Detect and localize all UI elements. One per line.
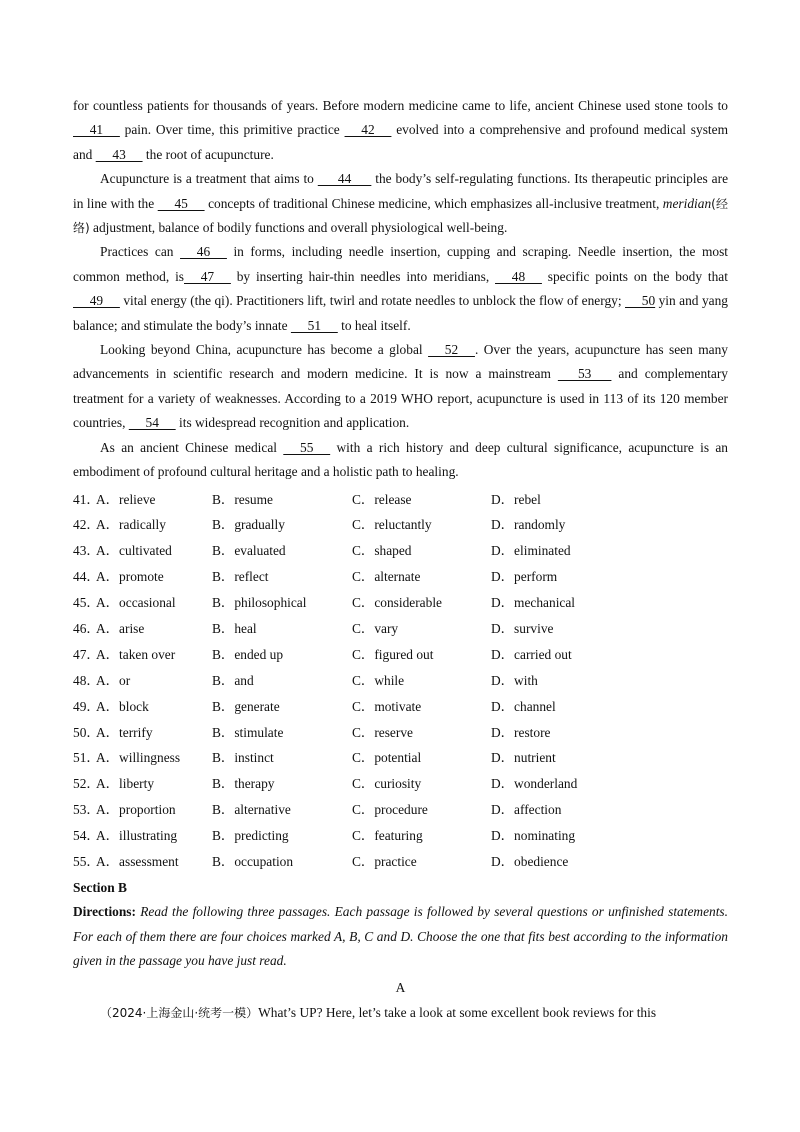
option-c[interactable]: C．procedure <box>352 802 428 818</box>
option-a[interactable]: A．assessment <box>96 853 179 869</box>
option-d[interactable]: D．survive <box>491 620 554 636</box>
passage-paragraph-5 <box>73 436 728 485</box>
blank-55[interactable]: 55 <box>283 439 331 455</box>
option-a[interactable]: A．arise <box>96 620 145 636</box>
question-row <box>73 564 728 590</box>
question-row <box>73 745 728 771</box>
blank-43[interactable]: 43 <box>95 146 143 162</box>
meridian-term: meridian <box>662 195 712 211</box>
text: As an ancient Chinese medical <box>100 439 284 455</box>
option-c[interactable]: C．practice <box>352 853 417 869</box>
option-a[interactable]: A．illustrating <box>96 828 178 844</box>
option-d[interactable]: D．mechanical <box>491 595 576 611</box>
text: for countless patients for thousands of years. Before modern medicine came to life, ancient Chinese used stone tools to <box>73 98 728 113</box>
text: Acupuncture is a treatment that aims to <box>100 171 318 187</box>
text: specific points on the body that <box>541 268 728 284</box>
option-b[interactable]: B．ended up <box>212 646 284 662</box>
question-row <box>73 616 728 642</box>
question-number: 48． <box>73 672 100 688</box>
option-a[interactable]: A．promote <box>96 569 164 585</box>
option-a[interactable]: A．cultivated <box>96 543 172 559</box>
blank-51[interactable]: 51 <box>290 317 338 333</box>
option-c[interactable]: C．potential <box>352 750 422 766</box>
option-b[interactable]: B．and <box>212 672 254 688</box>
question-row <box>73 487 728 513</box>
option-a[interactable]: A．radically <box>96 517 166 533</box>
directions <box>73 900 728 974</box>
text: to heal itself. <box>337 317 411 333</box>
blank-41[interactable]: 41 <box>73 122 120 138</box>
option-d[interactable]: D．obedience <box>491 853 569 869</box>
directions-label: Directions: <box>73 903 136 919</box>
blank-52[interactable]: 52 <box>428 342 475 358</box>
question-number: 44． <box>73 569 100 585</box>
option-c[interactable]: C．considerable <box>352 595 442 611</box>
option-b[interactable]: B．alternative <box>212 802 291 818</box>
option-a[interactable]: A．relieve <box>96 491 156 507</box>
blank-53[interactable]: 53 <box>557 366 612 382</box>
blank-50[interactable]: 50 <box>625 293 656 309</box>
question-row <box>73 512 728 538</box>
option-b[interactable]: B．heal <box>212 620 257 636</box>
option-a[interactable]: A．taken over <box>96 646 176 662</box>
option-b[interactable]: B．therapy <box>212 776 275 792</box>
question-row <box>73 797 728 823</box>
section-title: Section B <box>73 879 127 895</box>
question-number: 42． <box>73 517 100 533</box>
option-b[interactable]: B．occupation <box>212 853 294 869</box>
blank-46[interactable]: 46 <box>180 244 227 260</box>
option-a[interactable]: A．occasional <box>96 595 176 611</box>
passage-paragraph-4 <box>73 338 728 436</box>
passage-paragraph-3 <box>73 240 728 338</box>
option-d[interactable]: D．carried out <box>491 646 572 662</box>
option-b[interactable]: B．stimulate <box>212 724 284 740</box>
text: yin and yang balance; and stimulate the body’s innate <box>73 293 728 333</box>
question-number: 54． <box>73 828 100 844</box>
option-a[interactable]: A．or <box>96 672 131 688</box>
option-d[interactable]: D．rebel <box>491 491 541 507</box>
question-number: 43． <box>73 543 100 559</box>
option-b[interactable]: B．reflect <box>212 569 269 585</box>
option-a[interactable]: A．willingness <box>96 750 181 766</box>
blank-47[interactable]: 47 <box>184 268 231 284</box>
question-number: 50． <box>73 724 100 740</box>
option-d[interactable]: D．restore <box>491 724 551 740</box>
option-c[interactable]: C．figured out <box>352 646 434 662</box>
option-c[interactable]: C．featuring <box>352 828 423 844</box>
option-b[interactable]: B．gradually <box>212 517 285 533</box>
option-b[interactable]: B．generate <box>212 698 280 714</box>
question-row <box>73 590 728 616</box>
option-b[interactable]: B．evaluated <box>212 543 286 559</box>
question-row <box>73 771 728 797</box>
text: and complementary treatment for a variety of weaknesses. According to a 2019 WHO report, acupuncture is used in 113 of its 120 member countries, <box>73 366 728 431</box>
question-row <box>73 694 728 720</box>
question-number: 53． <box>73 802 100 818</box>
option-b[interactable]: B．instinct <box>212 750 274 766</box>
text: by inserting hair-thin needles into meridians, <box>230 268 496 284</box>
option-a[interactable]: A．block <box>96 698 149 714</box>
question-row <box>73 642 728 668</box>
option-a[interactable]: A．liberty <box>96 776 155 792</box>
question-number: 41． <box>73 491 100 507</box>
option-d[interactable]: D．nutrient <box>491 750 556 766</box>
option-d[interactable]: D．affection <box>491 802 562 818</box>
passage-paragraph-1 <box>73 94 728 167</box>
option-c[interactable]: C．reluctantly <box>352 517 432 533</box>
text: adjustment, balance of bodily functions and overall physiological well-being. <box>89 220 508 236</box>
question-number: 45． <box>73 595 100 611</box>
text: Looking beyond China, acupuncture has become a global <box>100 342 429 358</box>
option-d[interactable]: D．channel <box>491 698 556 714</box>
question-row <box>73 823 728 849</box>
option-a[interactable]: A．proportion <box>96 802 176 818</box>
text: evolved into a comprehensive and profound medical system and <box>73 122 728 162</box>
option-a[interactable]: A．terrify <box>96 724 153 740</box>
passage-paragraph-2 <box>73 167 728 240</box>
option-d[interactable]: D．nominating <box>491 828 576 844</box>
text: in forms, including needle insertion, cupping and scraping. Needle insertion, the most common method, is <box>73 244 729 284</box>
question-row <box>73 849 728 875</box>
option-b[interactable]: B．predicting <box>212 828 289 844</box>
text: . Over the years, acupuncture has seen many advancements in scientific research and modern medicine. It is now a mainstream <box>73 342 728 382</box>
source-tag: （2024·上海金山·统考一模） <box>100 1005 259 1020</box>
question-number: 52． <box>73 776 100 792</box>
option-b[interactable]: B．philosophical <box>212 595 307 611</box>
text: its widespread recognition and application. <box>175 415 410 431</box>
option-c[interactable]: C．vary <box>352 620 399 636</box>
directions-text: Read the following three passages. Each passage is followed by several questions or unfinished statements. For each of them there are four choices marked A, B, C and D. Choose the one that fits best according to the information given in the passage you have just read. <box>73 903 728 969</box>
text: Practices can <box>100 244 181 260</box>
options-list <box>73 487 728 875</box>
text: with a rich history and deep cultural significance, acupuncture is an embodiment of profound cultural heritage and a holistic path to healing. <box>73 439 728 480</box>
question-number: 49． <box>73 698 100 714</box>
option-c[interactable]: C．curiosity <box>352 776 422 792</box>
option-d[interactable]: D．eliminated <box>491 543 571 559</box>
option-d[interactable]: D．perform <box>491 569 558 585</box>
blank-42[interactable]: 42 <box>344 122 392 138</box>
question-row <box>73 538 728 564</box>
blank-54[interactable]: 54 <box>128 415 176 431</box>
passage-a-intro <box>73 1001 728 1025</box>
text: vital energy (the qi). Practitioners lift, twirl and rotate needles to unblock the flow of energy; <box>119 293 626 309</box>
text: the root of acupuncture. <box>142 146 274 162</box>
blank-44[interactable]: 44 <box>317 171 372 187</box>
option-d[interactable]: D．randomly <box>491 517 566 533</box>
option-c[interactable]: C．motivate <box>352 698 422 714</box>
option-c[interactable]: C．shaped <box>352 543 412 559</box>
text: concepts of traditional Chinese medicine, which emphasizes all-inclusive treatment, <box>204 195 663 211</box>
blank-48[interactable]: 48 <box>495 268 542 284</box>
option-d[interactable]: D．wonderland <box>491 776 578 792</box>
intro-text: What’s UP? Here, let’s take a look at some excellent book reviews for this <box>258 1004 657 1020</box>
question-number: 51． <box>73 750 100 766</box>
question-row <box>73 668 728 694</box>
blank-45[interactable]: 45 <box>157 195 205 211</box>
passage-label: A <box>395 979 406 995</box>
question-number: 47． <box>73 646 100 662</box>
option-c[interactable]: C．while <box>352 672 405 688</box>
question-number: 46． <box>73 620 100 636</box>
blank-49[interactable]: 49 <box>73 293 120 309</box>
option-c[interactable]: C．release <box>352 491 412 507</box>
option-c[interactable]: C．reserve <box>352 724 413 740</box>
option-c[interactable]: C．alternate <box>352 569 421 585</box>
chinese-gloss: (经络) <box>73 196 728 236</box>
question-number: 55． <box>73 853 100 869</box>
option-b[interactable]: B．resume <box>212 491 273 507</box>
option-d[interactable]: D．with <box>491 672 538 688</box>
text: the body’s self-regulating functions. Its therapeutic principles are in line with the <box>73 171 729 211</box>
question-row <box>73 720 728 746</box>
exam-page <box>73 94 728 1025</box>
text: pain. Over time, this primitive practice <box>119 122 345 138</box>
